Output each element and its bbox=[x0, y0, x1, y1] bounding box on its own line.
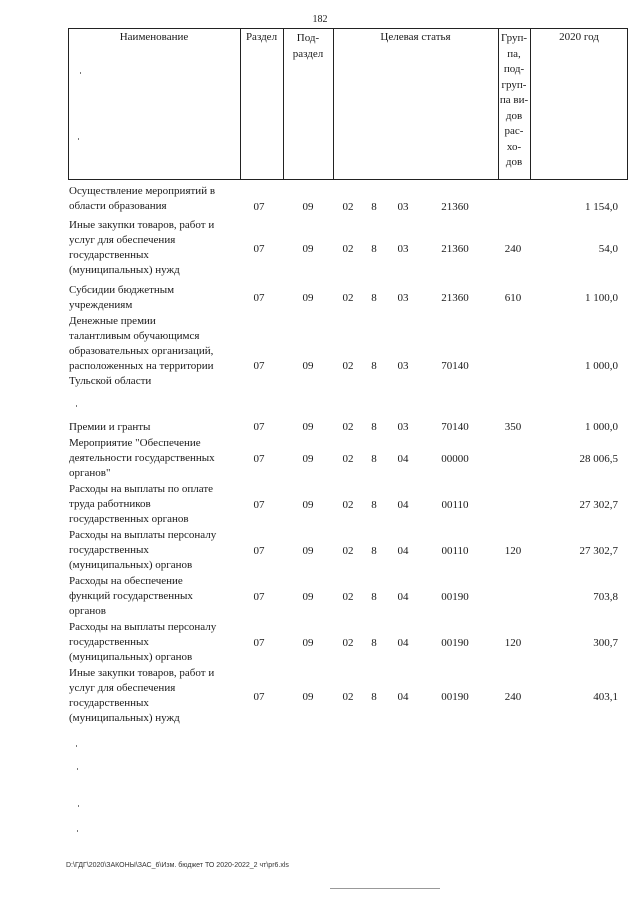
row-name-line: Премии и гранты bbox=[69, 421, 151, 433]
row-celevaya-3: 04 bbox=[397, 591, 409, 603]
row-name-line: учреждениям bbox=[69, 299, 133, 311]
row-sum: 300,7 bbox=[593, 637, 618, 649]
row-gruppa: 350 bbox=[504, 421, 522, 433]
row-razdel: 07 bbox=[253, 691, 265, 703]
row-name-line: Расходы на выплаты персоналу bbox=[69, 529, 217, 541]
row-celevaya-1: 02 bbox=[342, 421, 354, 433]
row-podrazdel: 09 bbox=[302, 292, 314, 304]
row-podrazdel: 09 bbox=[302, 545, 314, 557]
row-name-line: Расходы на выплаты персоналу bbox=[69, 621, 217, 633]
row-celevaya-4: 00190 bbox=[441, 591, 469, 603]
row-sum: 703,8 bbox=[593, 591, 618, 603]
row-name bbox=[69, 283, 241, 313]
row-podrazdel: 09 bbox=[302, 691, 314, 703]
row-name-line: функций государственных bbox=[69, 590, 193, 602]
row-name-line: расположенных на территории bbox=[69, 360, 214, 372]
scan-speck bbox=[76, 745, 77, 747]
row-name-line: талантливым обучающимся bbox=[69, 330, 200, 342]
row-name-line: Иные закупки товаров, работ и bbox=[69, 667, 215, 679]
row-celevaya-2: 8 bbox=[371, 499, 377, 511]
row-celevaya-1: 02 bbox=[342, 545, 354, 557]
row-celevaya-3: 04 bbox=[397, 453, 409, 465]
scan-speck bbox=[77, 768, 78, 770]
row-name-line: Тульской области bbox=[69, 375, 152, 387]
row-podrazdel: 09 bbox=[302, 421, 314, 433]
row-razdel: 07 bbox=[253, 453, 265, 465]
header-razdel: Раздел bbox=[245, 31, 278, 43]
row-podrazdel: 09 bbox=[302, 637, 314, 649]
row-celevaya-4: 00110 bbox=[441, 545, 469, 557]
row-celevaya-2: 8 bbox=[371, 691, 377, 703]
header-divider bbox=[240, 28, 241, 180]
row-gruppa: 120 bbox=[504, 637, 522, 649]
row-sum: 403,1 bbox=[593, 691, 618, 703]
row-celevaya-1: 02 bbox=[342, 201, 354, 213]
row-celevaya-3: 03 bbox=[397, 421, 409, 433]
page-number: 182 bbox=[312, 14, 328, 25]
row-celevaya-4: 00190 bbox=[441, 637, 469, 649]
row-celevaya-1: 02 bbox=[342, 691, 354, 703]
header-podrazdel-line: Под- bbox=[296, 32, 320, 44]
row-celevaya-3: 03 bbox=[397, 292, 409, 304]
row-name bbox=[69, 218, 241, 278]
scan-speck bbox=[78, 138, 79, 140]
header-divider bbox=[530, 28, 531, 180]
row-name bbox=[69, 482, 241, 527]
row-razdel: 07 bbox=[253, 545, 265, 557]
row-name bbox=[69, 314, 241, 389]
scan-speck bbox=[78, 805, 79, 807]
row-name bbox=[69, 574, 241, 619]
row-celevaya-3: 03 bbox=[397, 201, 409, 213]
row-name-line: государственных bbox=[69, 249, 149, 261]
row-celevaya-2: 8 bbox=[371, 292, 377, 304]
header-divider bbox=[333, 28, 334, 180]
row-name-line: услуг для обеспечения bbox=[69, 682, 176, 694]
row-celevaya-4: 21360 bbox=[441, 243, 469, 255]
row-celevaya-3: 04 bbox=[397, 691, 409, 703]
row-name-line: образовательных организаций, bbox=[69, 345, 214, 357]
row-name bbox=[69, 528, 241, 573]
row-celevaya-2: 8 bbox=[371, 201, 377, 213]
row-name-line: (муниципальных) нужд bbox=[69, 264, 180, 276]
header-gruppa-line: рас- bbox=[504, 125, 524, 137]
row-podrazdel: 09 bbox=[302, 243, 314, 255]
row-celevaya-4: 21360 bbox=[441, 201, 469, 213]
row-celevaya-1: 02 bbox=[342, 499, 354, 511]
row-name-line: Осуществление мероприятий в bbox=[69, 185, 216, 197]
row-razdel: 07 bbox=[253, 421, 265, 433]
footer-file-path: D:\ГДГ\2020\ЗАКОНЫ\ЗАС_6\Изм. бюджет ТО 2020-2022_2 чт\pr6.xls bbox=[66, 862, 289, 869]
scan-speck bbox=[77, 830, 78, 832]
row-sum: 1 154,0 bbox=[585, 201, 618, 213]
scan-line bbox=[330, 888, 440, 889]
row-sum: 1 000,0 bbox=[585, 360, 618, 372]
header-year: 2020 год bbox=[559, 31, 599, 43]
row-gruppa: 610 bbox=[504, 292, 522, 304]
row-name-line: Мероприятие "Обеспечение bbox=[69, 437, 201, 449]
row-celevaya-3: 03 bbox=[397, 243, 409, 255]
row-podrazdel: 09 bbox=[302, 360, 314, 372]
row-name-line: государственных bbox=[69, 697, 149, 709]
header-gruppa-line: дов bbox=[505, 156, 523, 168]
row-name-line: государственных bbox=[69, 544, 149, 556]
row-name-line: Расходы на обеспечение bbox=[69, 575, 183, 587]
header-podrazdel-line: раздел bbox=[292, 47, 324, 60]
row-celevaya-3: 04 bbox=[397, 637, 409, 649]
header-gruppa-line: хо- bbox=[506, 140, 522, 153]
table-header bbox=[68, 28, 628, 180]
row-razdel: 07 bbox=[253, 292, 265, 304]
row-sum: 27 302,7 bbox=[579, 499, 618, 511]
row-name-line: Денежные премии bbox=[69, 315, 156, 327]
row-celevaya-2: 8 bbox=[371, 637, 377, 649]
row-name-line: услуг для обеспечения bbox=[69, 234, 176, 246]
row-name bbox=[69, 620, 241, 665]
row-celevaya-2: 8 bbox=[371, 421, 377, 433]
row-celevaya-1: 02 bbox=[342, 243, 354, 255]
row-gruppa: 120 bbox=[504, 545, 522, 557]
row-podrazdel: 09 bbox=[302, 453, 314, 465]
header-gruppa-line: под- bbox=[503, 63, 525, 75]
header-gruppa-line: дов bbox=[505, 109, 523, 122]
row-razdel: 07 bbox=[253, 591, 265, 603]
row-name-line: Субсидии бюджетным bbox=[69, 284, 175, 296]
header-gruppa-line: па ви- bbox=[499, 94, 529, 106]
row-celevaya-1: 02 bbox=[342, 360, 354, 372]
row-celevaya-1: 02 bbox=[342, 292, 354, 304]
row-celevaya-3: 04 bbox=[397, 499, 409, 511]
row-name bbox=[69, 184, 241, 214]
row-celevaya-4: 70140 bbox=[441, 421, 469, 433]
row-podrazdel: 09 bbox=[302, 591, 314, 603]
row-name-line: (муниципальных) органов bbox=[69, 559, 193, 571]
row-name-line: государственных bbox=[69, 636, 149, 648]
row-name bbox=[69, 666, 241, 726]
row-celevaya-2: 8 bbox=[371, 243, 377, 255]
row-celevaya-1: 02 bbox=[342, 637, 354, 649]
scan-speck bbox=[80, 72, 81, 74]
row-celevaya-4: 00110 bbox=[441, 499, 469, 511]
row-celevaya-4: 21360 bbox=[441, 292, 469, 304]
header-gruppa bbox=[498, 31, 530, 171]
row-name-line: государственных органов bbox=[69, 513, 189, 525]
row-sum: 1 100,0 bbox=[585, 292, 618, 304]
row-sum: 1 000,0 bbox=[585, 421, 618, 433]
header-name: Наименование bbox=[119, 31, 189, 43]
header-gruppa-line: Груп- bbox=[500, 32, 528, 44]
row-celevaya-1: 02 bbox=[342, 591, 354, 603]
row-name-line: деятельности государственных bbox=[69, 452, 215, 464]
header-celevaya: Целевая статья bbox=[380, 31, 451, 43]
row-celevaya-2: 8 bbox=[371, 591, 377, 603]
header-gruppa-line: па, bbox=[507, 47, 521, 60]
row-name bbox=[69, 420, 241, 435]
row-gruppa: 240 bbox=[504, 243, 522, 255]
row-name-line: органов" bbox=[69, 467, 111, 479]
header-border bbox=[68, 28, 628, 180]
row-name bbox=[69, 436, 241, 481]
row-celevaya-1: 02 bbox=[342, 453, 354, 465]
header-gruppa-line: груп- bbox=[501, 78, 527, 91]
row-gruppa: 240 bbox=[504, 691, 522, 703]
scan-speck bbox=[76, 405, 77, 407]
row-razdel: 07 bbox=[253, 243, 265, 255]
row-celevaya-2: 8 bbox=[371, 545, 377, 557]
row-celevaya-2: 8 bbox=[371, 360, 377, 372]
row-name-line: Расходы на выплаты по оплате bbox=[69, 483, 214, 495]
row-name-line: (муниципальных) органов bbox=[69, 651, 193, 663]
row-name-line: органов bbox=[69, 605, 106, 617]
row-celevaya-4: 00190 bbox=[441, 691, 469, 703]
row-sum: 54,0 bbox=[598, 243, 618, 255]
row-razdel: 07 bbox=[253, 201, 265, 213]
row-podrazdel: 09 bbox=[302, 201, 314, 213]
row-name-line: труда работников bbox=[69, 498, 151, 510]
row-name-line: (муниципальных) нужд bbox=[69, 712, 180, 724]
header-podrazdel bbox=[283, 31, 333, 62]
row-name-line: Иные закупки товаров, работ и bbox=[69, 219, 215, 231]
row-sum: 28 006,5 bbox=[579, 453, 618, 465]
row-celevaya-4: 00000 bbox=[441, 453, 469, 465]
row-sum: 27 302,7 bbox=[579, 545, 618, 557]
row-podrazdel: 09 bbox=[302, 499, 314, 511]
row-celevaya-3: 04 bbox=[397, 545, 409, 557]
row-celevaya-4: 70140 bbox=[441, 360, 469, 372]
row-razdel: 07 bbox=[253, 499, 265, 511]
row-name-line: области образования bbox=[69, 200, 167, 212]
row-razdel: 07 bbox=[253, 360, 265, 372]
row-celevaya-3: 03 bbox=[397, 360, 409, 372]
row-razdel: 07 bbox=[253, 637, 265, 649]
row-celevaya-2: 8 bbox=[371, 453, 377, 465]
